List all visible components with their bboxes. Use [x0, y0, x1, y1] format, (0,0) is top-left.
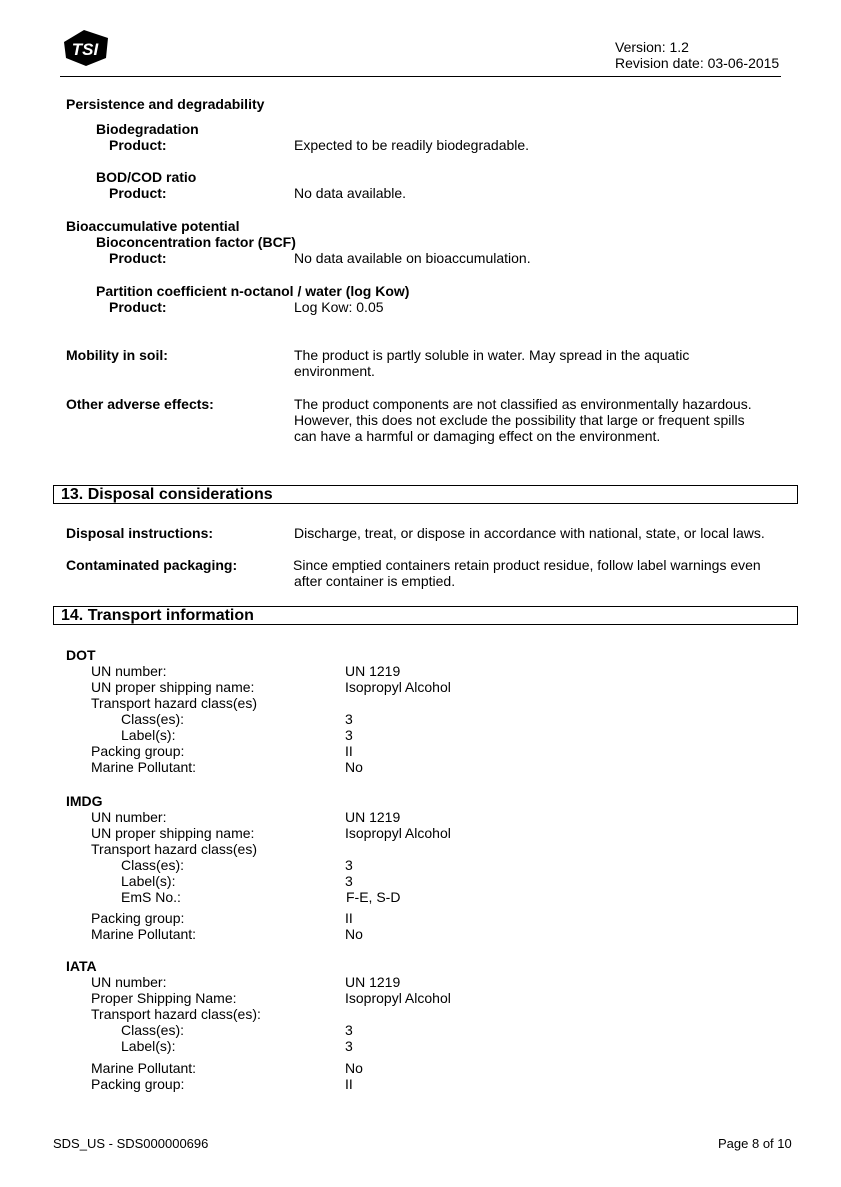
- imdg-heading: IMDG: [66, 793, 103, 809]
- bcf-value: No data available on bioaccumulation.: [294, 250, 531, 266]
- dot-row-label: Marine Pollutant:: [91, 759, 197, 775]
- dot-row-label: Label(s):: [121, 727, 176, 743]
- other-effects-line-2: However, this does not exclude the possibility that large or frequent spills: [294, 412, 745, 428]
- other-effects-line-1: The product components are not classified as environmentally hazardous.: [294, 396, 752, 412]
- dot-heading: DOT: [66, 647, 96, 663]
- bodcod-label: BOD/COD ratio: [96, 169, 197, 185]
- mobility-label: Mobility in soil:: [66, 347, 168, 363]
- header-divider: [60, 76, 781, 77]
- other-effects-line-3: can have a harmful or damaging effect on the environment.: [294, 428, 661, 444]
- packaging-label: Contaminated packaging:: [66, 557, 238, 573]
- logo-text: TSI: [71, 40, 99, 59]
- dot-row-value: UN 1219: [345, 663, 401, 679]
- imdg-row-label: Transport hazard class(es): [91, 841, 257, 857]
- kow-label: Partition coefficient n-octanol / water (log Kow): [96, 283, 410, 299]
- tsi-logo: [60, 24, 112, 70]
- iata-row-label: Marine Pollutant:: [91, 1060, 197, 1076]
- revision-date: Revision date: 03-06-2015: [615, 55, 780, 71]
- footer-page-number: Page 8 of 10: [718, 1136, 792, 1151]
- dot-row-label: Packing group:: [91, 743, 185, 759]
- dot-row-label: Class(es):: [121, 711, 185, 727]
- imdg-row-label: EmS No.:: [121, 889, 181, 905]
- bcf-label: Bioconcentration factor (BCF): [96, 234, 296, 250]
- iata-row-label: Packing group:: [91, 1076, 185, 1092]
- dot-row-value: 3: [345, 711, 353, 727]
- iata-row-value: UN 1219: [345, 974, 401, 990]
- iata-row-label: Transport hazard class(es):: [91, 1006, 261, 1022]
- iata-row-value: 3: [345, 1022, 353, 1038]
- imdg-row-label: Class(es):: [121, 857, 185, 873]
- iata-row-label: Label(s):: [121, 1038, 176, 1054]
- kow-value: Log Kow: 0.05: [294, 299, 384, 315]
- section-14-title: 14. Transport information: [53, 606, 798, 625]
- imdg-row-label: Label(s):: [121, 873, 176, 889]
- bodcod-value: No data available.: [294, 185, 407, 201]
- dot-row-value: No: [345, 759, 363, 775]
- packaging-line-2: after container is emptied.: [294, 573, 456, 589]
- imdg-row-value: II: [345, 910, 353, 926]
- dot-row-value: II: [345, 743, 353, 759]
- iata-row-label: Class(es):: [121, 1022, 185, 1038]
- dot-row-value: Isopropyl Alcohol: [345, 679, 451, 695]
- iata-row-value: II: [345, 1076, 353, 1092]
- iata-row-value: Isopropyl Alcohol: [345, 990, 451, 1006]
- other-effects-label: Other adverse effects:: [66, 396, 214, 412]
- mobility-line-1: The product is partly soluble in water. May spread in the aquatic: [294, 347, 690, 363]
- dot-row-label: Transport hazard class(es): [91, 695, 257, 711]
- imdg-row-value: F-E, S-D: [346, 889, 401, 905]
- biodegradation-label: Biodegradation: [96, 121, 199, 137]
- imdg-row-label: UN number:: [91, 809, 167, 825]
- iata-heading: IATA: [66, 958, 97, 974]
- product-label: Product:: [109, 250, 167, 266]
- imdg-row-value: 3: [345, 857, 353, 873]
- persistence-heading: Persistence and degradability: [66, 96, 265, 112]
- packaging-line-1: Since emptied containers retain product residue, follow label warnings even: [293, 557, 761, 573]
- bioaccumulative-heading: Bioaccumulative potential: [66, 218, 240, 234]
- imdg-row-label: UN proper shipping name:: [91, 825, 255, 841]
- version: Version: 1.2: [615, 39, 689, 55]
- iata-row-value: 3: [345, 1038, 353, 1054]
- imdg-row-value: 3: [345, 873, 353, 889]
- dot-row-value: 3: [345, 727, 353, 743]
- iata-row-label: UN number:: [91, 974, 167, 990]
- imdg-row-label: Marine Pollutant:: [91, 926, 197, 942]
- dot-row-label: UN proper shipping name:: [91, 679, 255, 695]
- imdg-row-value: Isopropyl Alcohol: [345, 825, 451, 841]
- disposal-value: Discharge, treat, or dispose in accordance with national, state, or local laws.: [294, 525, 765, 541]
- dot-row-label: UN number:: [91, 663, 167, 679]
- iata-row-value: No: [345, 1060, 363, 1076]
- imdg-row-value: UN 1219: [345, 809, 401, 825]
- product-label: Product:: [109, 299, 167, 315]
- footer-doc-id: SDS_US - SDS000000696: [53, 1136, 209, 1151]
- product-label: Product:: [109, 137, 167, 153]
- section-13-title: 13. Disposal considerations: [53, 485, 798, 504]
- disposal-label: Disposal instructions:: [66, 525, 214, 541]
- iata-row-label: Proper Shipping Name:: [91, 990, 237, 1006]
- imdg-row-value: No: [345, 926, 363, 942]
- mobility-line-2: environment.: [294, 363, 375, 379]
- biodegradation-value: Expected to be readily biodegradable.: [294, 137, 530, 153]
- imdg-row-label: Packing group:: [91, 910, 185, 926]
- product-label: Product:: [109, 185, 167, 201]
